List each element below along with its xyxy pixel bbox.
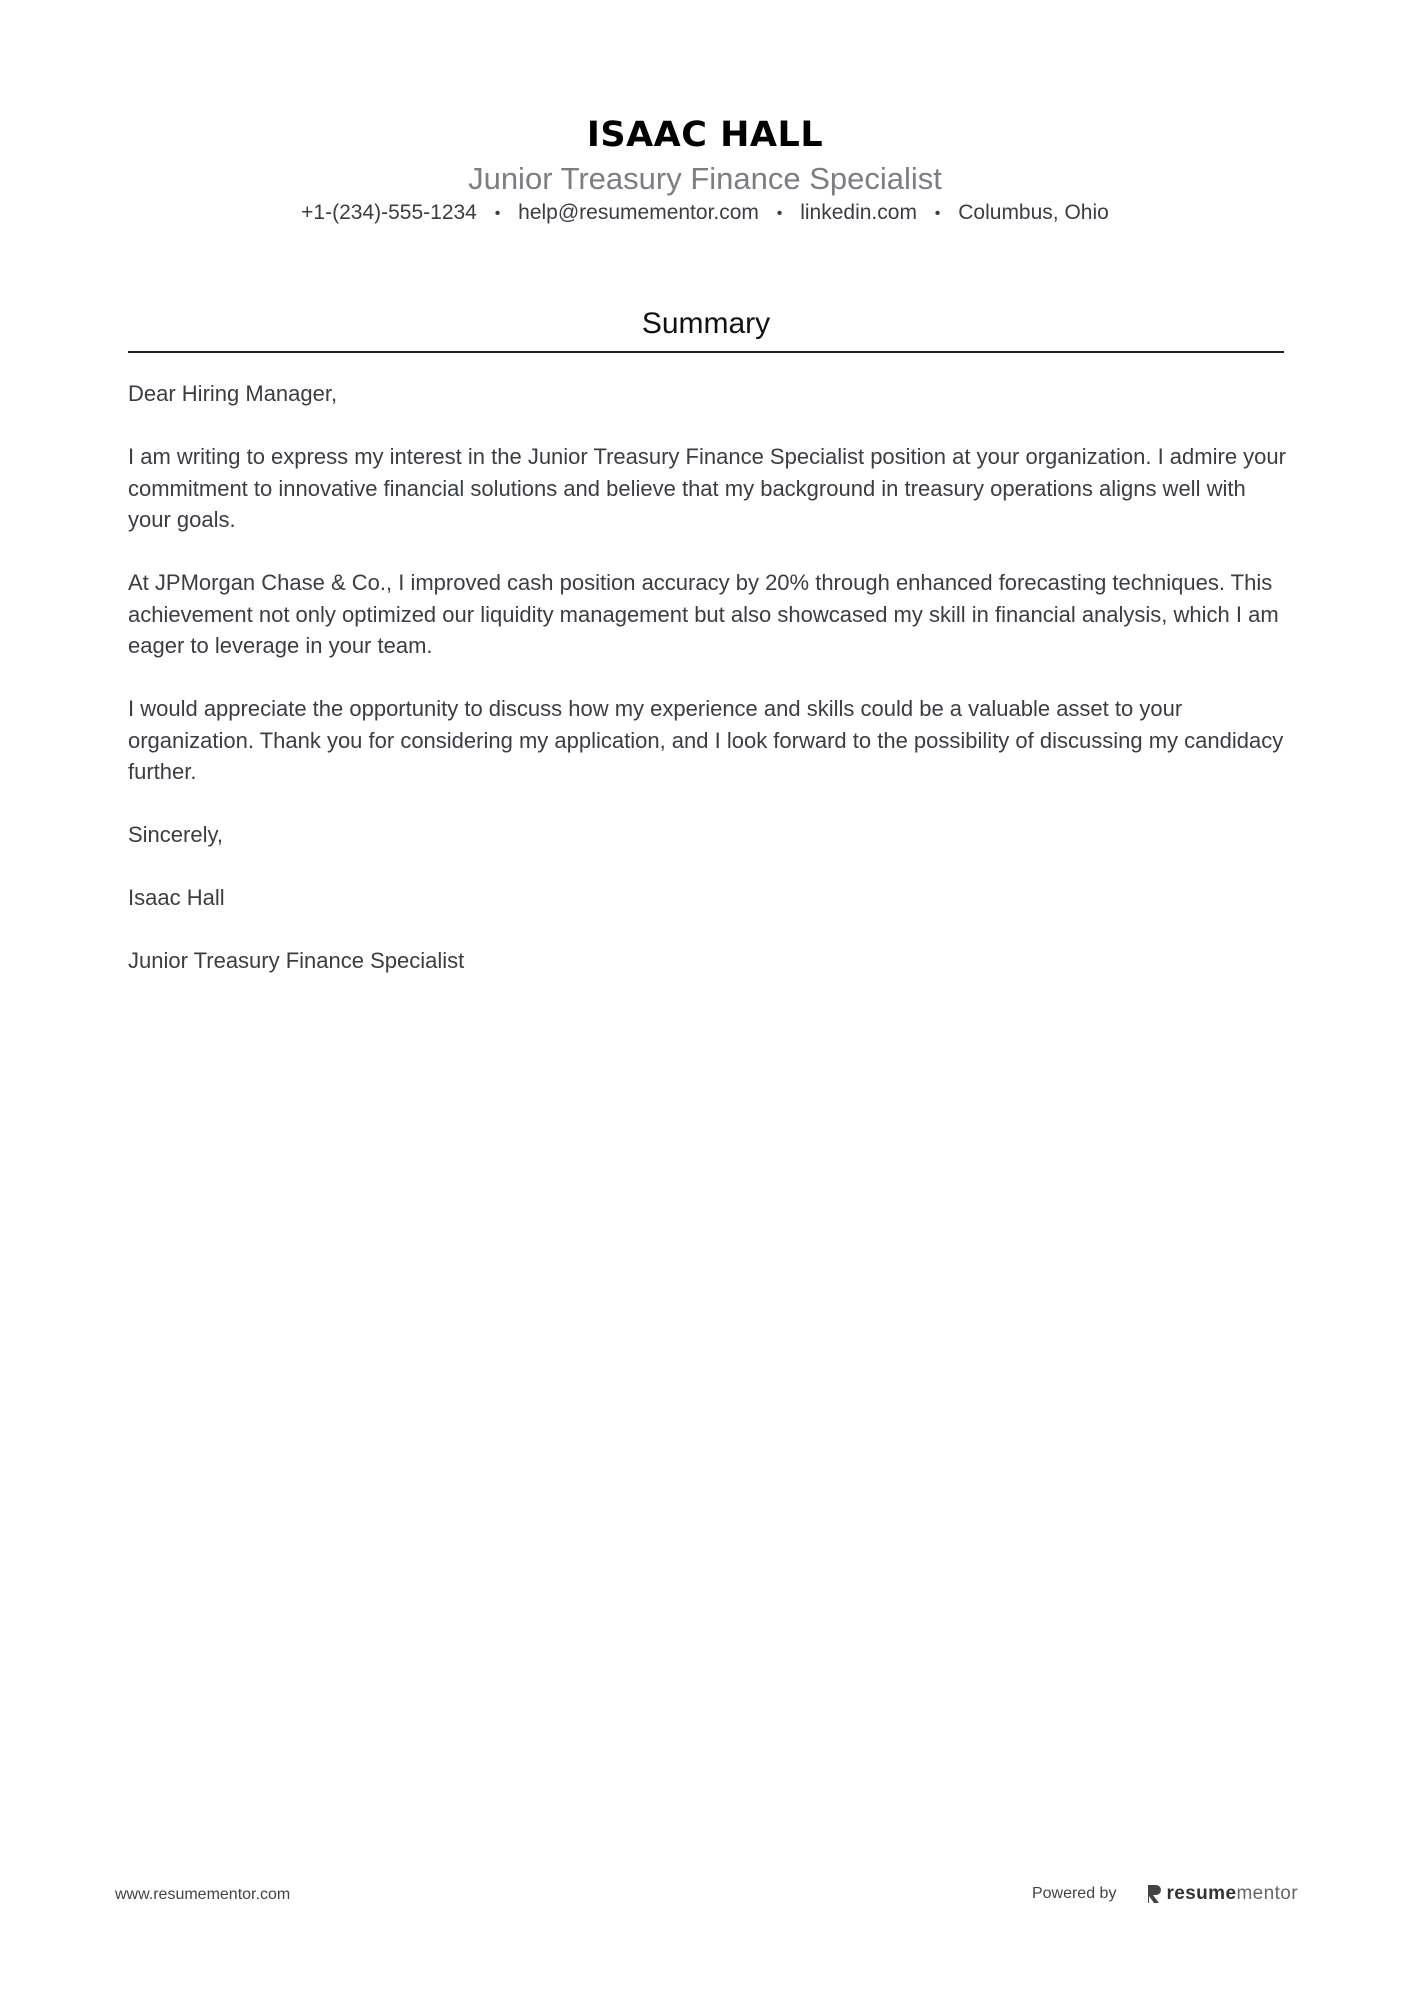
footer-branding bbox=[1032, 1883, 1298, 1905]
contact-line bbox=[0, 199, 1410, 228]
signature-title: Junior Treasury Finance Specialist bbox=[128, 948, 465, 973]
powered-by-label: Powered by bbox=[1031, 1885, 1117, 1902]
resumementor-logo-icon bbox=[1146, 1884, 1162, 1904]
resumementor-logo[interactable] bbox=[1146, 1883, 1298, 1905]
closing: Sincerely, bbox=[128, 822, 223, 847]
separator: • bbox=[934, 205, 941, 222]
header bbox=[0, 112, 1410, 228]
footer-website-link[interactable]: www.resumementor.com bbox=[115, 1886, 291, 1903]
candidate-name: ISAAC HALL bbox=[586, 115, 824, 155]
salutation: Dear Hiring Manager, bbox=[128, 381, 338, 406]
letter-paragraph: At JPMorgan Chase & Co., I improved cash position accuracy by 20% through enhanced forecasting techniques. This achievement not only optimized our liquidity management but also showcased my skill in financial analysis, which I am eager to leverage in your team. bbox=[128, 570, 1279, 658]
separator: • bbox=[494, 205, 501, 222]
signature-name: Isaac Hall bbox=[128, 885, 225, 910]
contact-phone: +1-(234)-555-1234 bbox=[301, 201, 477, 224]
contact-email[interactable]: help@resumementor.com bbox=[518, 201, 759, 224]
candidate-role: Junior Treasury Finance Specialist bbox=[468, 161, 942, 196]
logo-text-mentor: mentor bbox=[1236, 1883, 1298, 1904]
letter-paragraph: I would appreciate the opportunity to discuss how my experience and skills could be a valuable asset to your organization. Thank you for considering my application, and I look forward to the possibility of discussing my candidacy further. bbox=[128, 696, 1284, 784]
contact-location: Columbus, Ohio bbox=[958, 201, 1109, 224]
letter-body bbox=[128, 378, 1286, 1008]
letter-paragraph: I am writing to express my interest in the Junior Treasury Finance Specialist position at your organization. I admire your commitment to innovative financial solutions and believe that my background in treasury operations aligns well with your goals. bbox=[128, 444, 1286, 532]
logo-text-resume: resume bbox=[1166, 1883, 1237, 1904]
separator: • bbox=[776, 205, 783, 222]
contact-linkedin[interactable]: linkedin.com bbox=[800, 201, 917, 224]
section-title-summary: Summary bbox=[128, 304, 1284, 353]
